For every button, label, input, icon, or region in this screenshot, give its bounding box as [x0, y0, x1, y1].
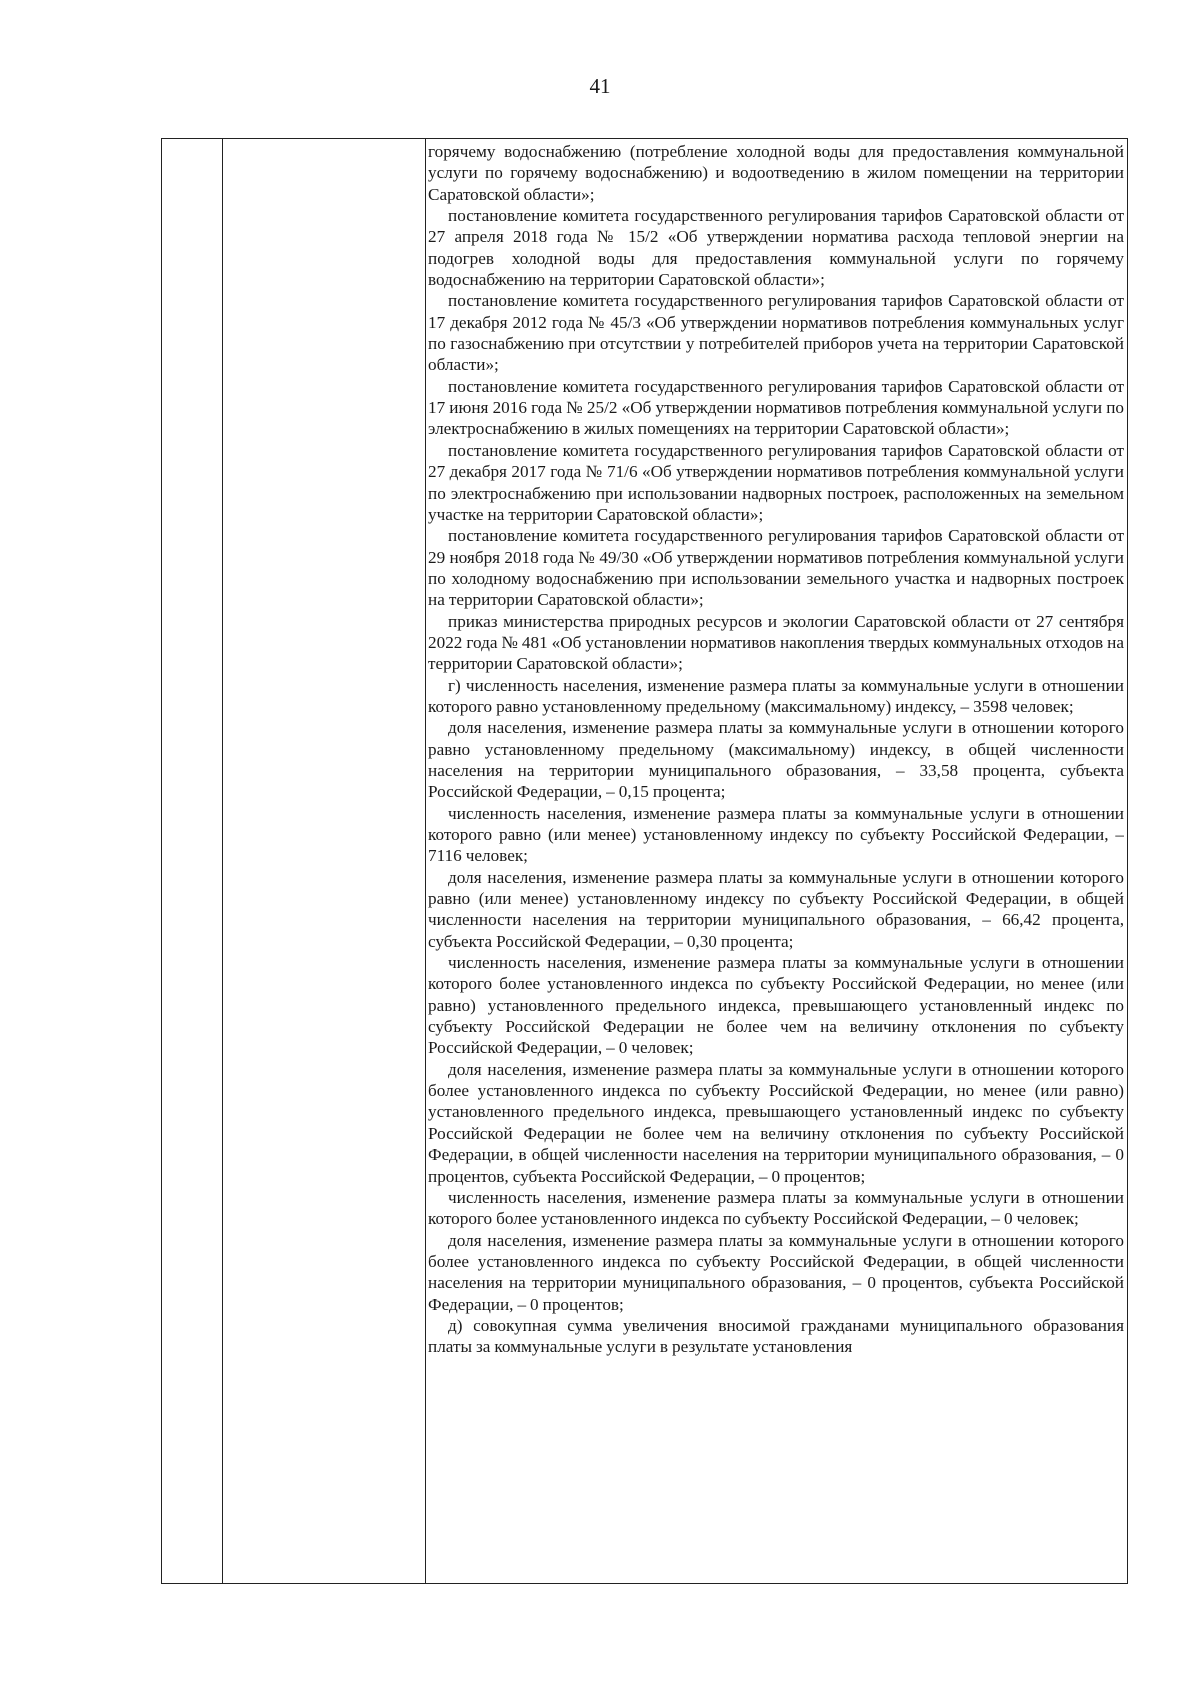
- paragraph: приказ министерства природных ресурсов и экологии Саратовской области от 27 сентября 2022 года № 481 «Об установлении нормативов накопления твердых коммунальных отходов на территории Саратовской области»;: [428, 611, 1124, 674]
- paragraph: численность населения, изменение размера платы за коммунальные услуги в отношении которого более установленного индекса по субъекту Российской Федерации, – 0 человек;: [428, 1187, 1124, 1229]
- paragraph: доля населения, изменение размера платы за коммунальные услуги в отношении которого более установленного индекса по субъекту Российской Федерации, в общей численности населения на территории муниципального образования, – 0 процентов, субъекта Российской Федерации, – 0 процентов;: [428, 1230, 1124, 1314]
- paragraph: д) совокупная сумма увеличения вносимой гражданами муниципального образования платы за коммунальные услуги в результате установления: [428, 1315, 1124, 1357]
- paragraph: численность населения, изменение размера платы за коммунальные услуги в отношении которого равно (или менее) установленному индексу по субъекту Российской Федерации, – 7116 человек;: [428, 803, 1124, 866]
- paragraph: постановление комитета государственного регулирования тарифов Саратовской области от 29 ноября 2018 года № 49/30 «Об утверждении нормативов потребления коммунальной услуги по холодному водоснабжению при использовании земельного участка и надворных построек на территории Саратовской области»;: [428, 526, 1124, 610]
- paragraph: постановление комитета государственного регулирования тарифов Саратовской области от 17 июня 2016 года № 25/2 «Об утверждении нормативов потребления коммунальной услуги по электроснабжению в жилых помещениях на территории Саратовской области»;: [428, 376, 1124, 439]
- document-table: [161, 138, 1128, 1584]
- paragraph: доля населения, изменение размера платы за коммунальные услуги в отношении которого равно установленному предельному (максимальному) индексу, в общей численности населения на территории муниципального образования, – 33,58 процента, субъекта Российской Федерации, – 0,15 процента;: [428, 718, 1124, 802]
- column-divider: [425, 139, 426, 1583]
- paragraph: горячему водоснабжению (потребление холодной воды для предоставления коммунальной услуги по горячему водоснабжению) и водоотведению в жилом помещении на территории Саратовской области»;: [428, 142, 1124, 204]
- paragraph: доля населения, изменение размера платы за коммунальные услуги в отношении которого равно (или менее) установленному индексу по субъекту Российской Федерации, в общей численности населения на территории муниципального образования, – 66,42 процента, субъекта Российской Федерации, – 0,30 процента;: [428, 867, 1124, 951]
- table-text-cell: [428, 141, 1124, 1583]
- paragraph: г) численность населения, изменение размера платы за коммунальные услуги в отношении которого равно установленному предельному (максимальному) индексу, – 3598 человек;: [428, 675, 1124, 716]
- paragraph: доля населения, изменение размера платы за коммунальные услуги в отношении которого более установленного индекса по субъекту Российской Федерации, но менее (или равно) установленного предельного индекса, превышающего установленный индекс по субъекту Российской Федерации не более чем на величину отклонения по субъекту Российской Федерации, в общей численности населения на территории муниципального образования, – 0 процентов, субъекта Российской Федерации, – 0 процентов;: [428, 1059, 1124, 1186]
- paragraph: численность населения, изменение размера платы за коммунальные услуги в отношении которого более установленного индекса по субъекту Российской Федерации, но менее (или равно) установленного предельного индекса, превышающего установленный индекс по субъекту Российской Федерации не более чем на величину отклонения по субъекту Российской Федерации, – 0 человек;: [428, 953, 1124, 1058]
- paragraph: постановление комитета государственного регулирования тарифов Саратовской области от 27 апреля 2018 года № 15/2 «Об утверждении норматива расхода тепловой энергии на подогрев холодной воды для предоставления коммунальной услуги по горячему водоснабжению на территории Саратовской области»;: [428, 206, 1124, 290]
- page-number: 41: [589, 74, 611, 98]
- column-divider: [222, 139, 223, 1583]
- paragraph: постановление комитета государственного регулирования тарифов Саратовской области от 27 декабря 2017 года № 71/6 «Об утверждении нормативов потребления коммунальной услуги по электроснабжению при использовании надворных построек, расположенных на земельном участке на территории Саратовской области»;: [428, 440, 1124, 524]
- paragraph: постановление комитета государственного регулирования тарифов Саратовской области от 17 декабря 2012 года № 45/3 «Об утверждении нормативов потребления коммунальных услуг по газоснабжению при отсутствии у потребителей приборов учета на территории Саратовской области»;: [428, 291, 1124, 375]
